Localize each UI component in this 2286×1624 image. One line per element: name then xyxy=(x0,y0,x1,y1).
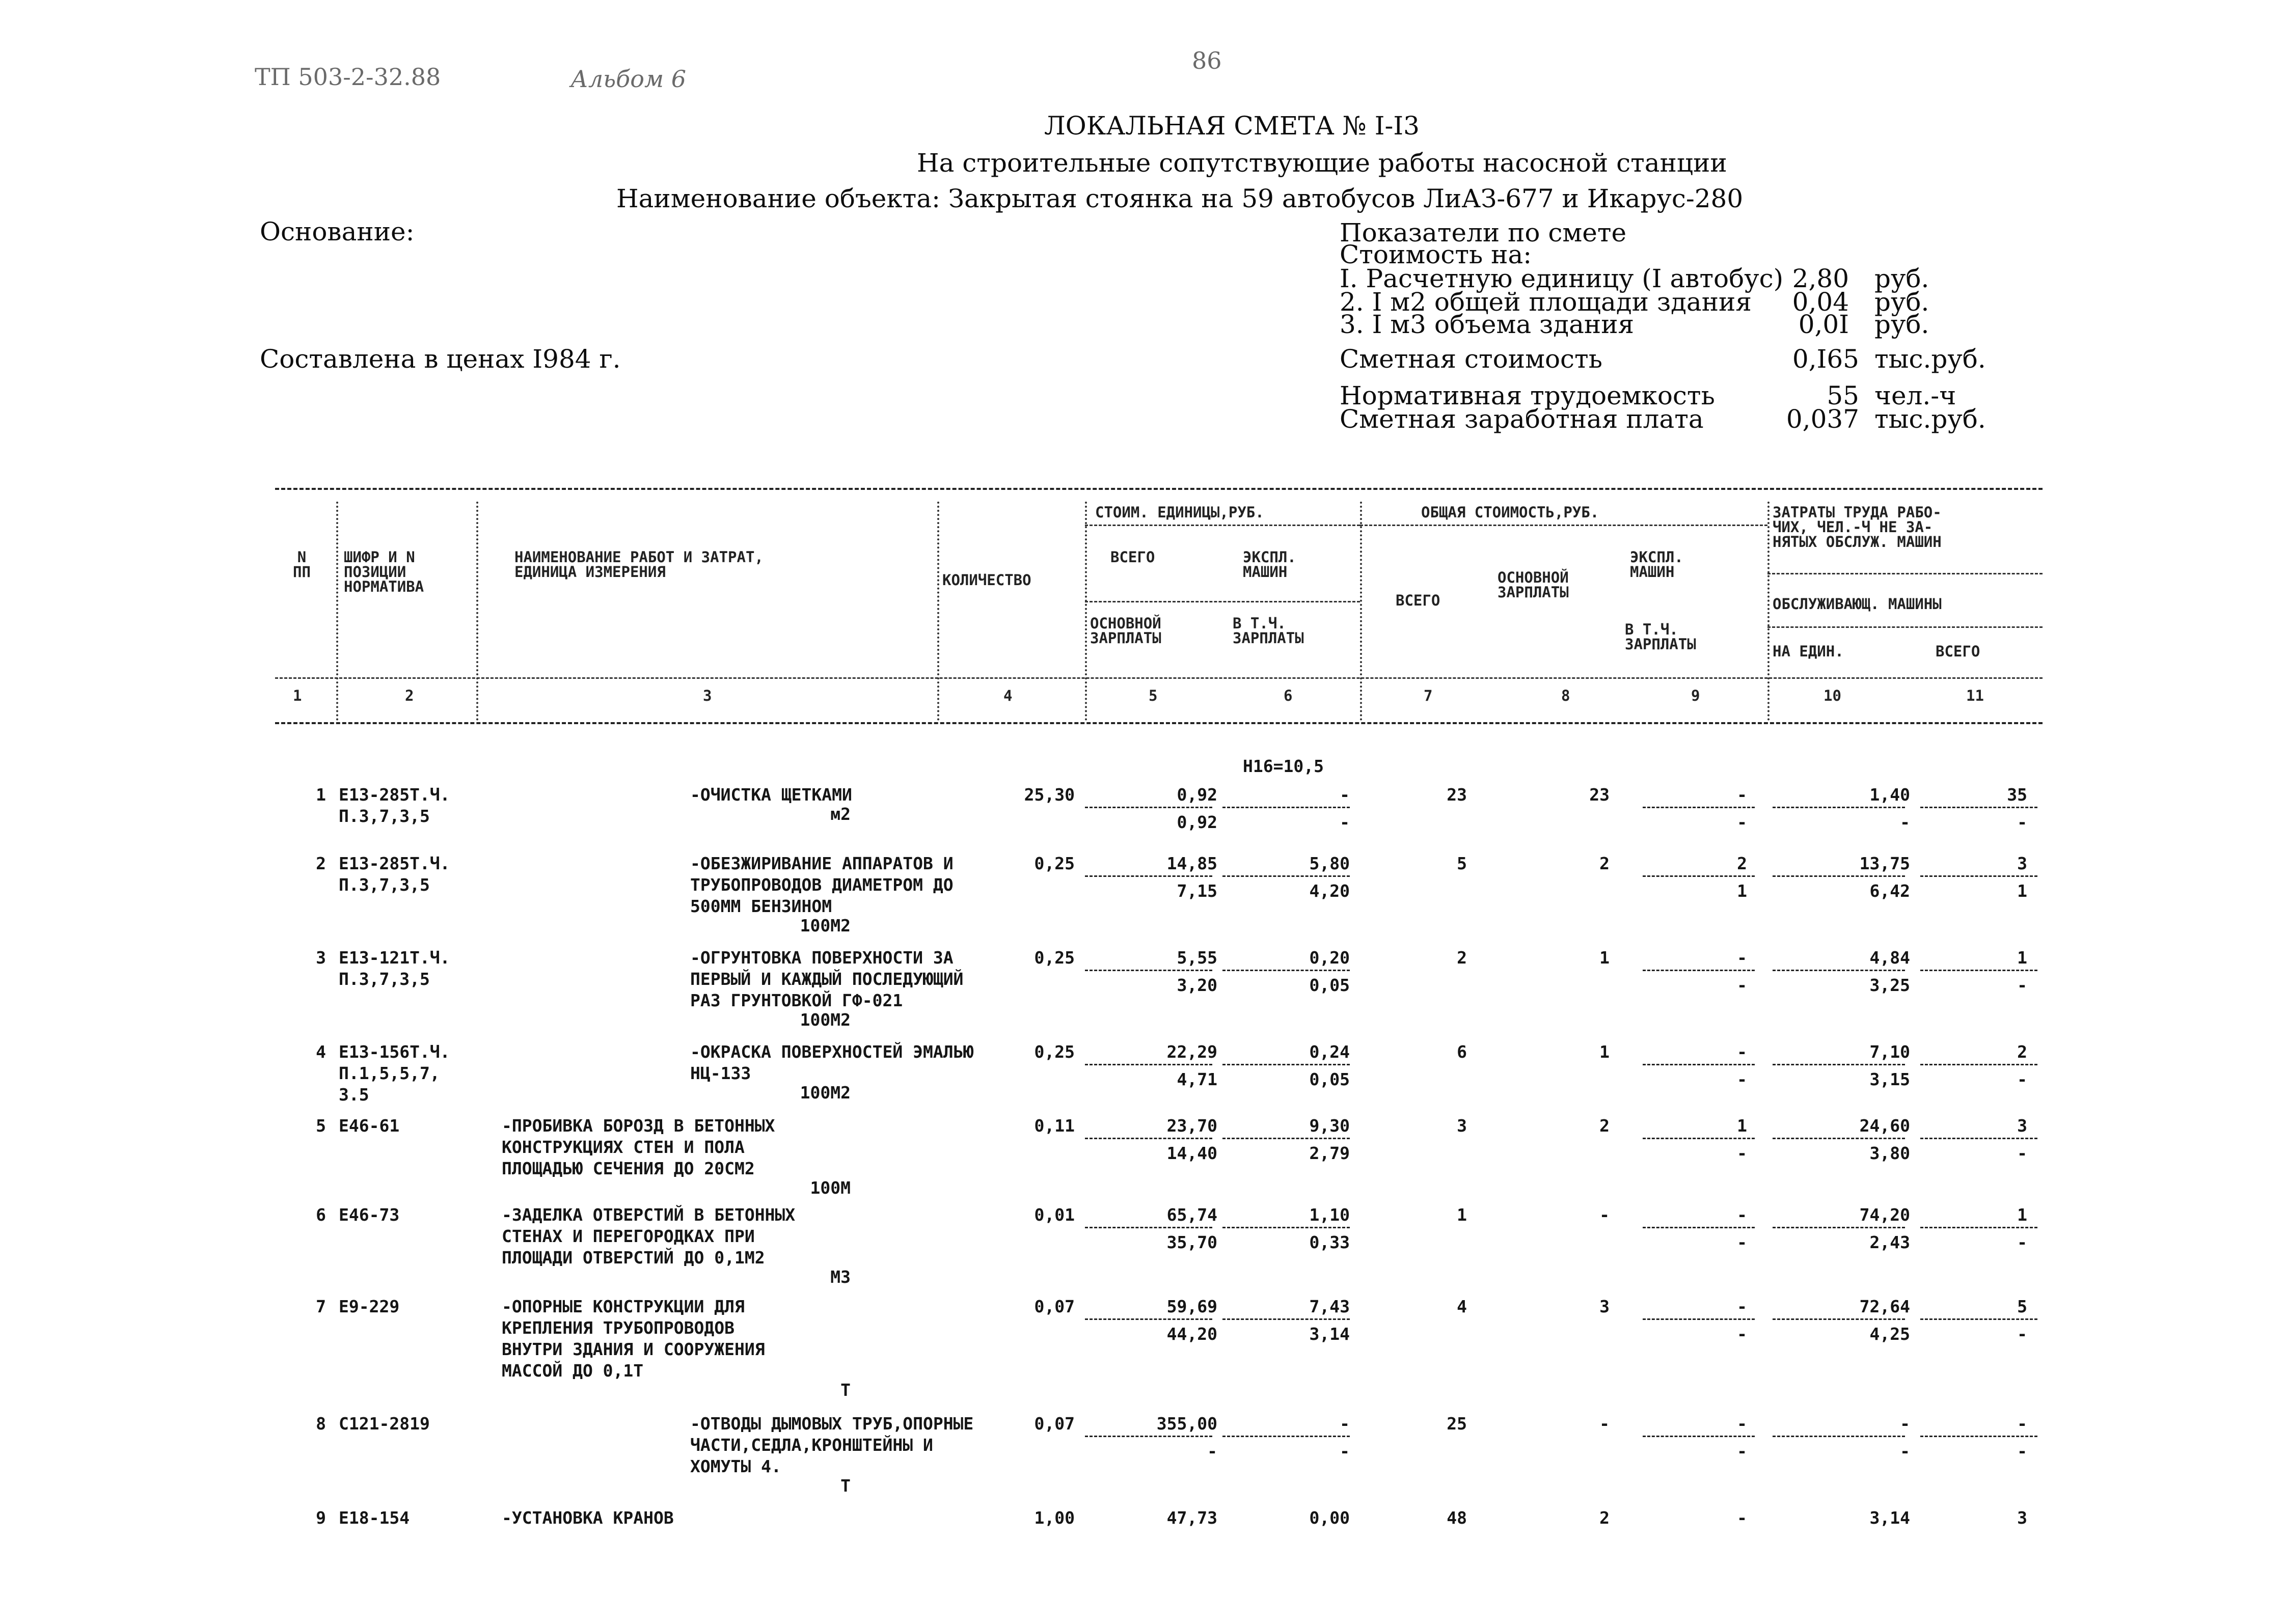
sub-rule xyxy=(1920,1064,2037,1065)
indicator-unit-3: руб. xyxy=(1874,310,1929,339)
row-number: 6 xyxy=(316,1205,326,1225)
sub-rule xyxy=(1920,1227,2037,1228)
labor-label: Нормативная трудоемкость xyxy=(1340,381,1715,410)
row-qty: 25,30 xyxy=(1024,785,1075,805)
header-top-rule xyxy=(275,488,2043,490)
row-labor-total: 5 xyxy=(2017,1297,2027,1316)
sub-rule xyxy=(1773,1064,1905,1065)
document-title: ЛОКАЛЬНАЯ СМЕТА № I-I3 xyxy=(1044,111,1420,141)
row-name: -ПРОБИВКА БОРОЗД В БЕТОННЫХ КОНСТРУКЦИЯХ СТЕН И ПОЛА ПЛОЩАДЬЮ СЕЧЕНИЯ ДО 20СМ2 xyxy=(502,1116,775,1178)
row-machine-wages: - xyxy=(1340,812,1350,832)
row-labor-per-unit: 13,75 xyxy=(1859,854,1910,873)
sub-rule xyxy=(1222,1318,1350,1320)
indicator-label-2: 2. I м2 общей площади здания xyxy=(1340,287,1752,317)
col-number: 7 xyxy=(1424,687,1433,704)
row-labor-machines-total: - xyxy=(2017,1441,2027,1461)
row-total-cost: 5 xyxy=(1457,854,1467,873)
row-unit-cost-total: 65,74 xyxy=(1166,1205,1217,1225)
row-qty: 0,25 xyxy=(1034,948,1075,968)
row-labor-total: - xyxy=(2017,1414,2027,1434)
row-labor-machines-per-unit: 3,15 xyxy=(1869,1069,1910,1089)
labor-unit: чел.-ч xyxy=(1874,381,1956,410)
col-number: 11 xyxy=(1966,687,1984,704)
row-code: Е18-154 xyxy=(339,1508,410,1528)
col-header-n: N ПП xyxy=(293,548,311,581)
row-machine-wages: 0,05 xyxy=(1309,975,1350,995)
col-header-v-t-ch-total: В Т.Ч. ЗАРПЛАТЫ xyxy=(1625,621,1696,653)
row-labor-machines-total: - xyxy=(2017,1069,2027,1089)
row-labor-total: 2 xyxy=(2017,1042,2027,1062)
sub-rule xyxy=(1643,1064,1755,1065)
sub-rule xyxy=(1773,875,1905,877)
row-name: -ОКРАСКА ПОВЕРХНОСТЕЙ ЭМАЛЬЮ НЦ-133 xyxy=(690,1042,974,1083)
sub-rule xyxy=(1085,1318,1212,1320)
row-total-cost: 4 xyxy=(1457,1297,1467,1316)
row-labor-per-unit: 24,60 xyxy=(1859,1116,1910,1136)
sub-rule xyxy=(1643,970,1755,971)
row-name: -ЗАДЕЛКА ОТВЕРСТИЙ В БЕТОННЫХ СТЕНАХ И ПЕРЕГОРОДКАХ ПРИ ПЛОЩАДИ ОТВЕРСТИЙ ДО 0,1М2 xyxy=(502,1205,796,1268)
sub-rule xyxy=(1643,875,1755,877)
row-name: -ОТВОДЫ ДЫМОВЫХ ТРУБ,ОПОРНЫЕ ЧАСТИ,СЕДЛА,КРОНШТЕЙНЫ И ХОМУТЫ 4. xyxy=(690,1414,974,1476)
row-machine-wages: 2,79 xyxy=(1309,1143,1350,1163)
row-number: 5 xyxy=(316,1116,326,1136)
row-labor-total: 3 xyxy=(2017,1508,2027,1528)
row-base-wages: 3,20 xyxy=(1177,975,1217,995)
col-header-labor: ЗАТРАТЫ ТРУДА РАБО- ЧИХ, ЧЕЛ.-Ч НЕ ЗА- НЯТЫХ ОБСЛУЖ. МАШИН xyxy=(1773,504,1942,550)
row-total-machine-wages: - xyxy=(1737,812,1747,832)
sub-rule xyxy=(1773,1436,1905,1437)
sub-rule xyxy=(1222,970,1350,971)
indicator-unit-2: руб. xyxy=(1874,287,1929,317)
col-header-expl-mash: ЭКСПЛ. МАШИН xyxy=(1243,548,1296,581)
subheader-rule xyxy=(1085,601,1360,602)
sub-rule xyxy=(1773,970,1905,971)
row-machine-wages: 3,14 xyxy=(1309,1324,1350,1344)
row-total-wages: 3 xyxy=(1599,1297,1610,1316)
row-code: Е46-61 xyxy=(339,1116,400,1136)
row-total-machine-wages: - xyxy=(1737,1143,1747,1163)
col-sep xyxy=(336,502,338,721)
row-machine-wages: - xyxy=(1340,1441,1350,1461)
row-total-wages: 1 xyxy=(1599,1042,1610,1062)
subheader-rule xyxy=(1360,525,1767,526)
row-code: Е13-285Т.Ч. П.3,7,3,5 xyxy=(339,785,450,826)
sub-rule xyxy=(1222,1064,1350,1065)
row-base-wages: 7,15 xyxy=(1177,881,1217,901)
sub-rule xyxy=(1085,970,1212,971)
subheader-rule xyxy=(1767,626,2043,628)
row-total-machines: - xyxy=(1737,948,1747,968)
row-unit-cost-total: 355,00 xyxy=(1156,1414,1217,1434)
row-code: Е13-121Т.Ч. П.3,7,3,5 xyxy=(339,948,450,989)
sub-rule xyxy=(1085,1227,1212,1228)
sub-rule xyxy=(1643,807,1755,808)
row-base-wages: - xyxy=(1207,1441,1217,1461)
col-header-v-t-ch: В Т.Ч. ЗАРПЛАТЫ xyxy=(1233,615,1304,647)
col-number: 8 xyxy=(1561,687,1570,704)
col-sep xyxy=(937,502,939,721)
row-unit-cost-machines: - xyxy=(1340,785,1350,805)
row-name: -УСТАНОВКА КРАНОВ xyxy=(502,1508,674,1528)
sub-rule xyxy=(1773,1227,1905,1228)
note-above: Н16=10,5 xyxy=(1243,756,1324,776)
col-number: 6 xyxy=(1284,687,1293,704)
row-total-machine-wages: - xyxy=(1737,1324,1747,1344)
col-number: 2 xyxy=(405,687,414,704)
document-code: ТП 503-2-32.88 xyxy=(255,63,441,91)
col-header-obsluzh: ОБСЛУЖИВАЮЩ. МАШИНЫ xyxy=(1773,595,1942,613)
row-labor-total: 3 xyxy=(2017,1116,2027,1136)
col-sep xyxy=(1360,502,1362,721)
row-number: 7 xyxy=(316,1297,326,1316)
sub-rule xyxy=(1773,807,1905,808)
row-total-machines: - xyxy=(1737,1205,1747,1225)
row-unit-cost-total: 23,70 xyxy=(1166,1116,1217,1136)
row-unit-cost-total: 47,73 xyxy=(1166,1508,1217,1528)
row-labor-machines-per-unit: - xyxy=(1900,1441,1910,1461)
sub-rule xyxy=(1773,1318,1905,1320)
row-unit-cost-total: 14,85 xyxy=(1166,854,1217,873)
row-number: 3 xyxy=(316,948,326,968)
wages-unit: тыс.руб. xyxy=(1874,404,1986,434)
row-labor-total: 1 xyxy=(2017,948,2027,968)
indicator-value-2: 0,04 xyxy=(1792,287,1849,317)
col-sep xyxy=(1767,502,1770,721)
row-base-wages: 44,20 xyxy=(1166,1324,1217,1344)
row-labor-machines-per-unit: - xyxy=(1900,812,1910,832)
row-total-machine-wages: - xyxy=(1737,1441,1747,1461)
row-number: 2 xyxy=(316,854,326,873)
indicator-unit-1: руб. xyxy=(1874,264,1929,293)
row-labor-per-unit: 3,14 xyxy=(1869,1508,1910,1528)
row-name: -ОБЕЗЖИРИВАНИЕ АППАРАТОВ И ТРУБОПРОВОДОВ ДИАМЕТРОМ ДО 500ММ БЕНЗИНОМ xyxy=(690,854,954,916)
row-total-machines: - xyxy=(1737,1508,1747,1528)
row-labor-per-unit: 72,64 xyxy=(1859,1297,1910,1316)
row-unit-cost-machines: 0,24 xyxy=(1309,1042,1350,1062)
col-header-qty: КОЛИЧЕСТВО xyxy=(942,571,1031,589)
sub-rule xyxy=(1085,807,1212,808)
row-total-machine-wages: 1 xyxy=(1737,881,1747,901)
row-total-machines: - xyxy=(1737,1042,1747,1062)
row-unit: м2 xyxy=(830,804,851,824)
row-labor-per-unit: 4,84 xyxy=(1869,948,1910,968)
col-header-name: НАИМЕНОВАНИЕ РАБОТ И ЗАТРАТ, ЕДИНИЦА ИЗМЕРЕНИЯ xyxy=(514,548,764,581)
row-unit-cost-total: 59,69 xyxy=(1166,1297,1217,1316)
sub-rule xyxy=(1643,1436,1755,1437)
album-label: Альбом 6 xyxy=(570,65,686,93)
indicator-value-3: 0,0I xyxy=(1798,310,1849,339)
row-total-wages: 2 xyxy=(1599,1508,1610,1528)
row-labor-machines-total: - xyxy=(2017,1232,2027,1252)
row-labor-machines-total: 1 xyxy=(2017,881,2027,901)
row-name: -ОПОРНЫЕ КОНСТРУКЦИИ ДЛЯ КРЕПЛЕНИЯ ТРУБОПРОВОДОВ ВНУТРИ ЗДАНИЯ И СООРУЖЕНИЯ МАССОЙ ДО 0,1Т xyxy=(502,1297,765,1381)
row-labor-machines-total: - xyxy=(2017,1324,2027,1344)
sub-rule xyxy=(1920,1436,2037,1437)
row-labor-per-unit: 7,10 xyxy=(1869,1042,1910,1062)
row-total-machines: 1 xyxy=(1737,1116,1747,1136)
row-labor-total: 35 xyxy=(2007,785,2027,805)
indicators-title: Показатели по смете xyxy=(1340,218,1627,247)
row-total-cost: 25 xyxy=(1447,1414,1467,1434)
col-header-na-edin: НА ЕДИН. xyxy=(1773,643,1844,660)
row-labor-machines-per-unit: 3,80 xyxy=(1869,1143,1910,1163)
sub-rule xyxy=(1920,875,2037,877)
row-name: -ОЧИСТКА ЩЕТКАМИ xyxy=(690,785,852,805)
sub-rule xyxy=(1085,1436,1212,1437)
row-code: Е13-156Т.Ч. П.1,5,5,7, 3.5 xyxy=(339,1042,450,1105)
row-labor-per-unit: 74,20 xyxy=(1859,1205,1910,1225)
header-bottom-rule xyxy=(275,722,2043,724)
row-unit: М3 xyxy=(830,1267,851,1287)
row-number: 8 xyxy=(316,1414,326,1434)
row-qty: 0,01 xyxy=(1034,1205,1075,1225)
col-header-total-cost: ОБЩАЯ СТОИМОСТЬ,РУБ. xyxy=(1421,504,1599,521)
row-total-machine-wages: - xyxy=(1737,975,1747,995)
row-unit-cost-machines: 0,00 xyxy=(1309,1508,1350,1528)
row-unit: Т xyxy=(840,1476,851,1496)
row-machine-wages: 0,33 xyxy=(1309,1232,1350,1252)
header-mid-rule xyxy=(275,677,2043,679)
row-total-wages: - xyxy=(1599,1414,1610,1434)
row-total-wages: - xyxy=(1599,1205,1610,1225)
col-sep xyxy=(1085,502,1087,721)
sub-rule xyxy=(1222,807,1350,808)
row-total-cost: 3 xyxy=(1457,1116,1467,1136)
object-name: Наименование объекта: Закрытая стоянка на 59 автобусов ЛиАЗ-677 и Икарус-280 xyxy=(616,184,1744,213)
row-total-wages: 2 xyxy=(1599,1116,1610,1136)
row-unit-cost-machines: 5,80 xyxy=(1309,854,1350,873)
indicator-value-1: 2,80 xyxy=(1792,264,1849,293)
col-header-expl-total: ЭКСПЛ. МАШИН xyxy=(1630,548,1683,581)
wages-label: Сметная заработная плата xyxy=(1340,404,1704,434)
col-number: 9 xyxy=(1691,687,1700,704)
row-qty: 1,00 xyxy=(1034,1508,1075,1528)
row-unit: Т xyxy=(840,1380,851,1400)
row-base-wages: 0,92 xyxy=(1177,812,1217,832)
basis-label: Основание: xyxy=(260,217,415,246)
row-total-machines: 2 xyxy=(1737,854,1747,873)
row-total-machine-wages: - xyxy=(1737,1069,1747,1089)
row-labor-machines-per-unit: 3,25 xyxy=(1869,975,1910,995)
row-unit-cost-total: 22,29 xyxy=(1166,1042,1217,1062)
sub-rule xyxy=(1222,1138,1350,1139)
row-qty: 0,25 xyxy=(1034,854,1075,873)
col-number: 5 xyxy=(1149,687,1158,704)
page-number: 86 xyxy=(1192,47,1222,74)
sub-rule xyxy=(1085,1138,1212,1139)
row-total-machines: - xyxy=(1737,1414,1747,1434)
sub-rule xyxy=(1920,1318,2037,1320)
row-total-machines: - xyxy=(1737,785,1747,805)
row-unit: 100М2 xyxy=(800,916,851,935)
row-unit-cost-total: 5,55 xyxy=(1177,948,1217,968)
sub-rule xyxy=(1222,1227,1350,1228)
row-base-wages: 4,71 xyxy=(1177,1069,1217,1089)
sub-rule xyxy=(1643,1227,1755,1228)
sub-rule xyxy=(1085,1064,1212,1065)
col-number: 3 xyxy=(703,687,712,704)
document-subtitle: На строительные сопутствующие работы насосной станции xyxy=(917,148,1727,178)
row-qty: 0,07 xyxy=(1034,1297,1075,1316)
row-code: С121-2819 xyxy=(339,1414,430,1434)
row-total-cost: 2 xyxy=(1457,948,1467,968)
row-base-wages: 14,40 xyxy=(1166,1143,1217,1163)
sub-rule xyxy=(1085,875,1212,877)
row-unit: 100М xyxy=(810,1178,851,1198)
row-total-wages: 2 xyxy=(1599,854,1610,873)
estimate-cost-unit: тыс.руб. xyxy=(1874,344,1986,374)
row-total-cost: 1 xyxy=(1457,1205,1467,1225)
estimate-cost-value: 0,I65 xyxy=(1792,344,1859,374)
subheader-rule xyxy=(1085,525,1360,526)
row-qty: 0,11 xyxy=(1034,1116,1075,1136)
row-labor-machines-total: - xyxy=(2017,812,2027,832)
cost-on-label: Стоимость на: xyxy=(1340,240,1532,269)
subheader-rule xyxy=(1767,573,2043,574)
row-base-wages: 35,70 xyxy=(1166,1232,1217,1252)
row-total-cost: 48 xyxy=(1447,1508,1467,1528)
row-labor-machines-per-unit: 6,42 xyxy=(1869,881,1910,901)
labor-value: 55 xyxy=(1827,381,1859,410)
col-header-vsego-labor: ВСЕГО xyxy=(1936,643,1980,660)
row-machine-wages: 0,05 xyxy=(1309,1069,1350,1089)
sub-rule xyxy=(1920,970,2037,971)
row-unit-cost-machines: 7,43 xyxy=(1309,1297,1350,1316)
sub-rule xyxy=(1222,875,1350,877)
row-labor-machines-total: - xyxy=(2017,1143,2027,1163)
row-labor-machines-per-unit: 2,43 xyxy=(1869,1232,1910,1252)
row-unit: 100М2 xyxy=(800,1010,851,1030)
sub-rule xyxy=(1643,1138,1755,1139)
row-total-wages: 23 xyxy=(1589,785,1610,805)
row-qty: 0,25 xyxy=(1034,1042,1075,1062)
row-unit-cost-machines: 1,10 xyxy=(1309,1205,1350,1225)
col-header-vsego: ВСЕГО xyxy=(1110,548,1155,566)
row-total-machine-wages: - xyxy=(1737,1232,1747,1252)
row-labor-total: 1 xyxy=(2017,1205,2027,1225)
row-labor-per-unit: 1,40 xyxy=(1869,785,1910,805)
col-header-unit-cost: СТОИМ. ЕДИНИЦЫ,РУБ. xyxy=(1095,504,1264,521)
row-unit-cost-machines: 0,20 xyxy=(1309,948,1350,968)
sub-rule xyxy=(1222,1436,1350,1437)
row-total-wages: 1 xyxy=(1599,948,1610,968)
row-total-machines: - xyxy=(1737,1297,1747,1316)
row-unit: 100М2 xyxy=(800,1083,851,1103)
row-total-cost: 6 xyxy=(1457,1042,1467,1062)
col-header-code: ШИФР И N ПОЗИЦИИ НОРМАТИВА xyxy=(344,548,424,595)
row-code: Е13-285Т.Ч. П.3,7,3,5 xyxy=(339,854,450,895)
row-number: 4 xyxy=(316,1042,326,1062)
col-header-osn-total: ОСНОВНОЙ ЗАРПЛАТЫ xyxy=(1498,569,1569,601)
row-unit-cost-machines: 9,30 xyxy=(1309,1116,1350,1136)
row-qty: 0,07 xyxy=(1034,1414,1075,1434)
col-number: 10 xyxy=(1824,687,1841,704)
row-unit-cost-total: 0,92 xyxy=(1177,785,1217,805)
col-header-osn-zarplaty: ОСНОВНОЙ ЗАРПЛАТЫ xyxy=(1090,615,1161,647)
sub-rule xyxy=(1773,1138,1905,1139)
row-name: -ОГРУНТОВКА ПОВЕРХНОСТИ ЗА ПЕРВЫЙ И КАЖДЫЙ ПОСЛЕДУЮЩИЙ РАЗ ГРУНТОВКОЙ ГФ-021 xyxy=(690,948,964,1010)
row-unit-cost-machines: - xyxy=(1340,1414,1350,1434)
estimate-cost-label: Сметная стоимость xyxy=(1340,344,1602,374)
row-labor-total: 3 xyxy=(2017,854,2027,873)
row-machine-wages: 4,20 xyxy=(1309,881,1350,901)
row-labor-machines-per-unit: 4,25 xyxy=(1869,1324,1910,1344)
indicator-label-3: 3. I м3 объема здания xyxy=(1340,310,1635,339)
row-total-cost: 23 xyxy=(1447,785,1467,805)
prices-label: Составлена в ценах I984 г. xyxy=(260,344,621,374)
sub-rule xyxy=(1920,1138,2037,1139)
row-number: 9 xyxy=(316,1508,326,1528)
row-code: Е9-229 xyxy=(339,1297,400,1316)
indicator-label-1: I. Расчетную единицу (I автобус) xyxy=(1340,264,1784,293)
row-labor-per-unit: - xyxy=(1900,1414,1910,1434)
sub-rule xyxy=(1920,807,2037,808)
col-number: 1 xyxy=(293,687,302,704)
wages-value: 0,037 xyxy=(1786,404,1859,434)
sub-rule xyxy=(1643,1318,1755,1320)
row-labor-machines-total: - xyxy=(2017,975,2027,995)
col-number: 4 xyxy=(1003,687,1013,704)
row-code: Е46-73 xyxy=(339,1205,400,1225)
col-header-vsego-total: ВСЕГО xyxy=(1396,592,1440,609)
row-number: 1 xyxy=(316,785,326,805)
col-sep xyxy=(476,502,478,721)
